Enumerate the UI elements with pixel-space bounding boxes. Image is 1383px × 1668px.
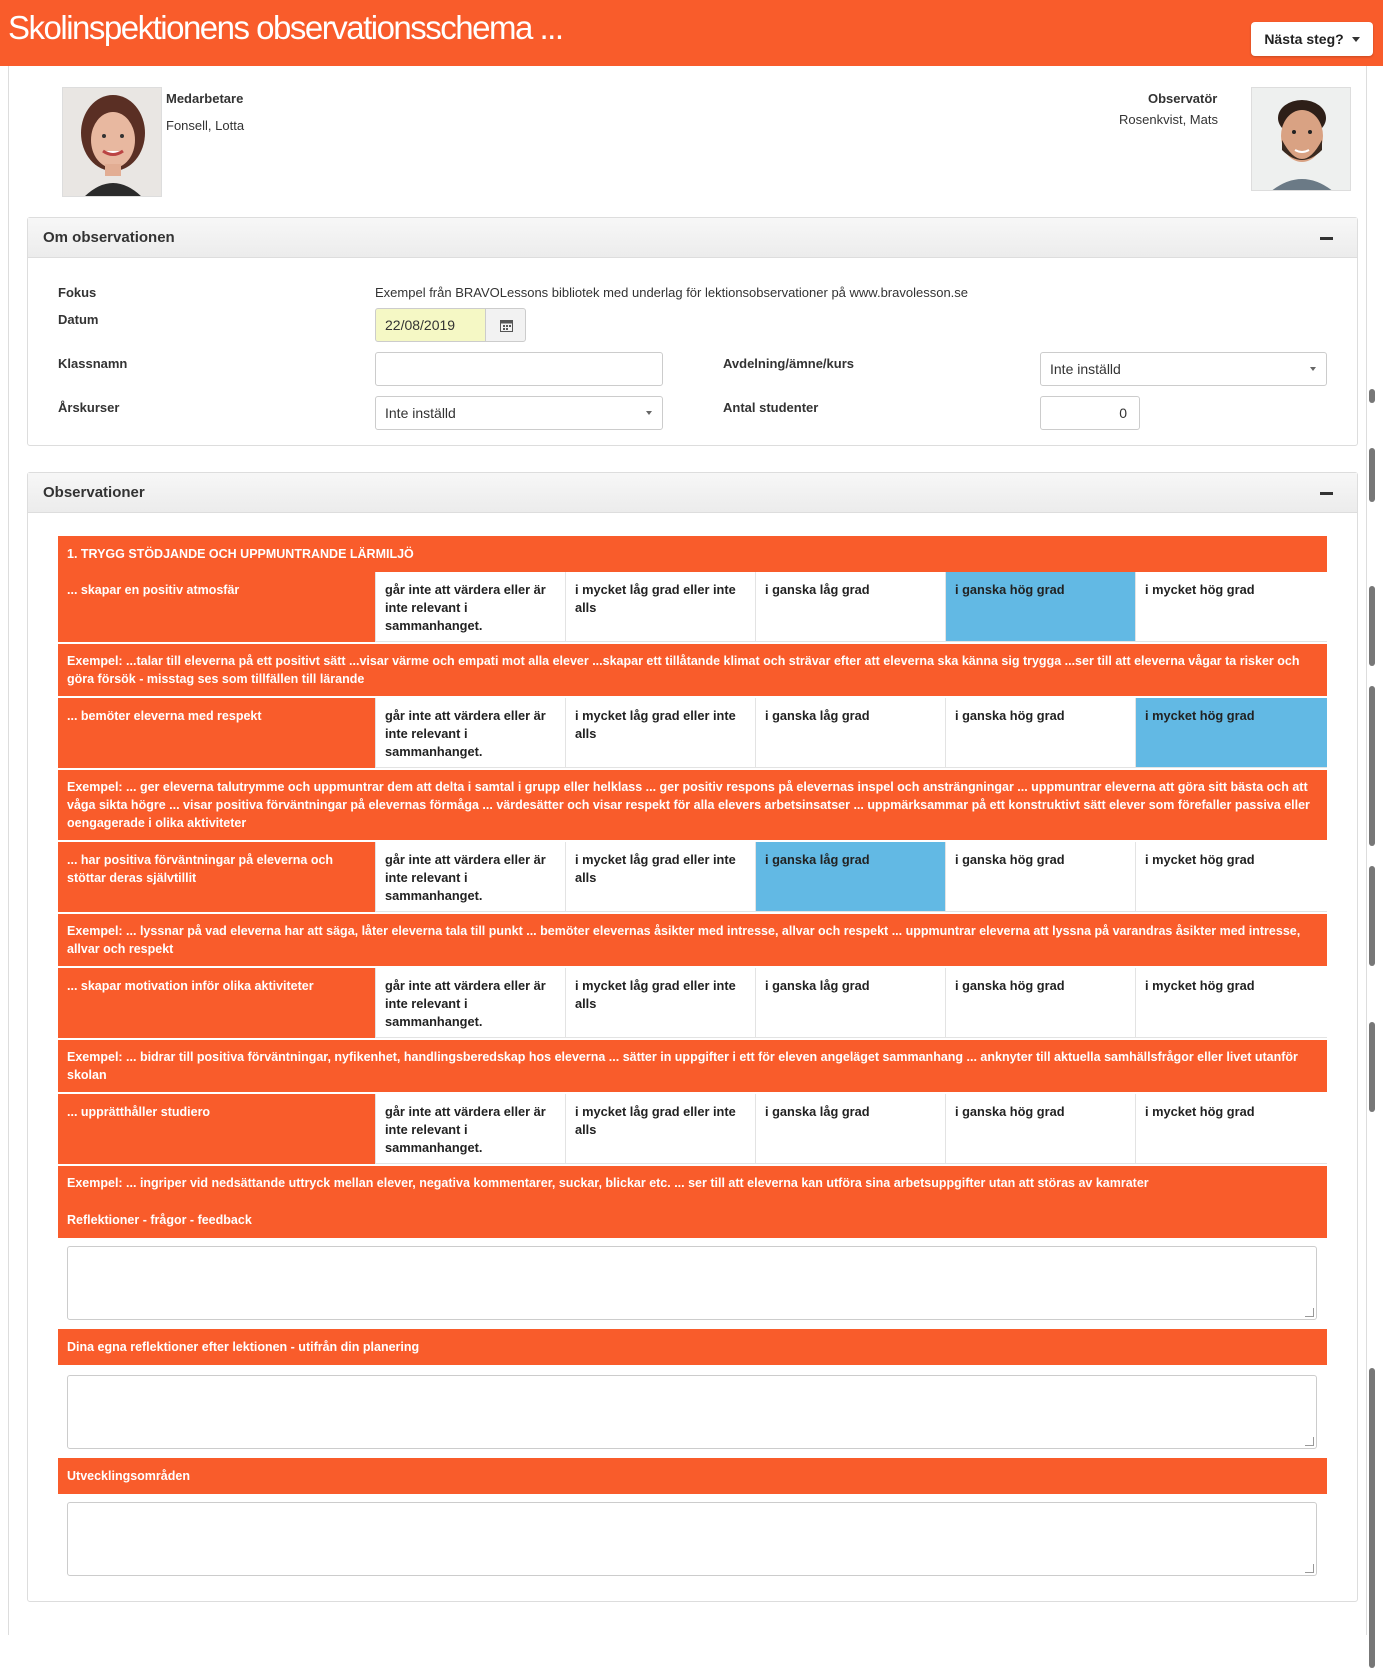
criterion-example: Exempel: ... ger eleverna talutrymme och uppmuntrar dem att delta i samtal i grupp eller helklass ... ger positiv respons på elevernas inspel och ansträngningar ... uppmuntrar eleverna att göra sitt bästa och att våga sikta högre ... visar positiva förväntningar på elevernas förmåga ... värdesätter och visar respekt för alla elevers arbetsinsatser ... uppmärksammar på ett konstruktivt sätt elever som förefaller passiva eller oengagerade i olika aktiviteter [67, 780, 1310, 830]
scrollbar-segment[interactable] [1369, 389, 1375, 403]
dept-label: Avdelning/ämne/kurs [723, 356, 854, 371]
observation-form [58, 536, 1327, 1586]
select-arrow-icon [646, 411, 652, 415]
scrollbar-segment[interactable] [1369, 866, 1375, 966]
focus-value: Exempel från BRAVOLessons bibliotek med underlag för lektionsobservationer på www.bravolesson.se [375, 285, 969, 300]
criterion-example-row [58, 644, 1327, 696]
criterion-row [58, 572, 1327, 642]
grades-value: Inte inställd [385, 405, 456, 421]
students-label: Antal studenter [723, 400, 819, 415]
rating-option[interactable]: i ganska hög grad [945, 698, 1135, 768]
select-arrow-icon [1310, 367, 1316, 371]
dept-select[interactable] [1040, 352, 1327, 386]
caret-down-icon [1352, 37, 1360, 42]
rating-option[interactable]: i ganska låg grad [755, 572, 945, 642]
rating-option[interactable]: i mycket låg grad eller inte alls [565, 968, 755, 1038]
rating-option[interactable]: i ganska låg grad [755, 1094, 945, 1164]
criterion-row [58, 842, 1327, 912]
resize-grip-icon[interactable] [1305, 1564, 1314, 1573]
date-value: 22/08/2019 [385, 317, 456, 333]
class-input[interactable] [375, 352, 663, 386]
observer-name: Rosenkvist, Mats [1119, 112, 1218, 127]
collapse-icon[interactable] [1320, 492, 1333, 495]
grades-select[interactable] [375, 396, 663, 430]
calendar-icon [500, 319, 513, 332]
next-step-button[interactable] [1251, 22, 1373, 56]
date-label: Datum [58, 312, 99, 327]
reflection-header [58, 1202, 1327, 1238]
observations-panel-header[interactable] [28, 473, 1357, 513]
rating-option[interactable]: i ganska hög grad [945, 968, 1135, 1038]
criterion-example: Exempel: ... lyssnar på vad eleverna har att säga, låter eleverna tala till punkt ... bemöter elevernas åsikter med intresse, allvar och respekt ... uppmuntrar eleverna att lyssna på varandras åsikter med intresse, allvar och respekt [67, 924, 1301, 956]
top-bar [0, 0, 1383, 66]
page-title: Skolinspektionens observationsschema ... [8, 9, 563, 46]
rating-option[interactable]: går inte att värdera eller är inte relevant i sammanhanget. [375, 698, 565, 768]
reflection-label: Reflektioner - frågor - feedback [67, 1213, 252, 1227]
criterion-row [58, 968, 1327, 1038]
observations-panel-title: Observationer [43, 484, 145, 501]
rating-option[interactable]: i ganska hög grad [945, 1094, 1135, 1164]
calendar-button[interactable] [485, 308, 526, 342]
rating-option[interactable]: i ganska låg grad [755, 968, 945, 1038]
rating-option[interactable]: i ganska låg grad [755, 698, 945, 768]
development-textarea[interactable] [67, 1502, 1317, 1576]
about-panel-title: Om observationen [43, 229, 175, 246]
criterion-label: ... upprätthåller studiero [58, 1094, 375, 1164]
observer-avatar [1251, 87, 1351, 191]
reflection-textarea[interactable] [67, 1246, 1317, 1320]
class-label: Klassnamn [58, 356, 128, 371]
rating-option[interactable]: i mycket låg grad eller inte alls [565, 572, 755, 642]
next-step-label: Nästa steg? [1264, 31, 1344, 47]
section-title: 1. TRYGG STÖDJANDE OCH UPPMUNTRANDE LÄRMILJÖ [67, 547, 414, 561]
employee-label: Medarbetare [166, 91, 244, 106]
resize-grip-icon[interactable] [1305, 1308, 1314, 1317]
development-label: Utvecklingsområden [67, 1469, 190, 1483]
criterion-label: ... skapar en positiv atmosfär [58, 572, 375, 642]
rating-option[interactable]: i mycket hög grad [1135, 1094, 1327, 1164]
section-header [58, 536, 1327, 572]
rating-option[interactable]: i ganska hög grad [945, 842, 1135, 912]
rating-option[interactable]: går inte att värdera eller är inte relevant i sammanhanget. [375, 572, 565, 642]
criterion-example: Exempel: ... ingriper vid nedsättande uttryck mellan elever, negativa kommentarer, suckar, blickar etc. ... ser till att eleverna kan utföra sina arbetsuppgifter utan att störas av kamrater [67, 1176, 1149, 1190]
scrollbar-segment[interactable] [1369, 448, 1375, 502]
students-value: 0 [1119, 405, 1127, 421]
criterion-example-row [58, 770, 1327, 840]
rating-option[interactable]: i ganska hög grad [945, 572, 1135, 642]
criterion-label: ... har positiva förväntningar på eleverna och stöttar deras självtillit [58, 842, 375, 912]
criterion-example: Exempel: ... bidrar till positiva förväntningar, nyfikenhet, handlingsberedskap hos eleverna ... sätter in uppgifter i ett för eleven angeläget sammanhang ... anknyter till aktuella samhällsfrågor eller livet utanför skolan [67, 1050, 1298, 1082]
own-reflection-label: Dina egna reflektioner efter lektionen - utifrån din planering [67, 1340, 420, 1354]
employee-name: Fonsell, Lotta [166, 118, 245, 133]
rating-option[interactable]: går inte att värdera eller är inte relevant i sammanhanget. [375, 1094, 565, 1164]
criterion-label: ... bemöter eleverna med respekt [58, 698, 375, 768]
criterion-example: Exempel: ...talar till eleverna på ett positivt sätt ...visar värme och empati mot alla elever ...skapar ett tillåtande klimat och strävar efter att eleverna ska känna sig trygga ...ser till att eleverna vågar ta risker och göra försök - misstag ses som tillfällen till lärande [67, 654, 1300, 686]
rating-option[interactable]: i mycket låg grad eller inte alls [565, 1094, 755, 1164]
rating-option[interactable]: går inte att värdera eller är inte relevant i sammanhanget. [375, 842, 565, 912]
criterion-example-row [58, 1040, 1327, 1092]
own-reflection-textarea[interactable] [67, 1375, 1317, 1449]
about-panel-header[interactable] [28, 218, 1357, 258]
criterion-row [58, 698, 1327, 768]
criterion-example-row [58, 1166, 1327, 1202]
rating-option[interactable]: i ganska låg grad [755, 842, 945, 912]
scrollbar-segment[interactable] [1369, 586, 1375, 666]
date-input[interactable] [375, 308, 486, 342]
students-input[interactable] [1040, 396, 1140, 430]
rating-option[interactable]: i mycket hög grad [1135, 968, 1327, 1038]
scrollbar-segment[interactable] [1369, 686, 1375, 846]
rating-option[interactable]: i mycket hög grad [1135, 842, 1327, 912]
scrollbar-thumb[interactable] [1369, 1368, 1375, 1668]
employee-avatar [62, 87, 162, 197]
rating-option[interactable]: i mycket hög grad [1135, 698, 1327, 768]
collapse-icon[interactable] [1320, 237, 1333, 240]
scrollbar[interactable] [1369, 66, 1383, 1635]
grades-label: Årskurser [58, 400, 120, 415]
dept-value: Inte inställd [1050, 361, 1121, 377]
rating-option[interactable]: i mycket låg grad eller inte alls [565, 842, 755, 912]
rating-option[interactable]: går inte att värdera eller är inte relevant i sammanhanget. [375, 968, 565, 1038]
criterion-example-row [58, 914, 1327, 966]
observer-label: Observatör [1148, 91, 1218, 106]
resize-grip-icon[interactable] [1305, 1437, 1314, 1446]
about-panel [27, 217, 1358, 446]
focus-label: Fokus [58, 285, 97, 300]
scrollbar-segment[interactable] [1369, 1022, 1375, 1112]
development-header [58, 1458, 1327, 1494]
rating-option[interactable]: i mycket hög grad [1135, 572, 1327, 642]
rating-option[interactable]: i mycket låg grad eller inte alls [565, 698, 755, 768]
own-reflection-header [58, 1329, 1327, 1365]
criterion-label: ... skapar motivation inför olika aktiviteter [58, 968, 375, 1038]
criterion-row [58, 1094, 1327, 1164]
